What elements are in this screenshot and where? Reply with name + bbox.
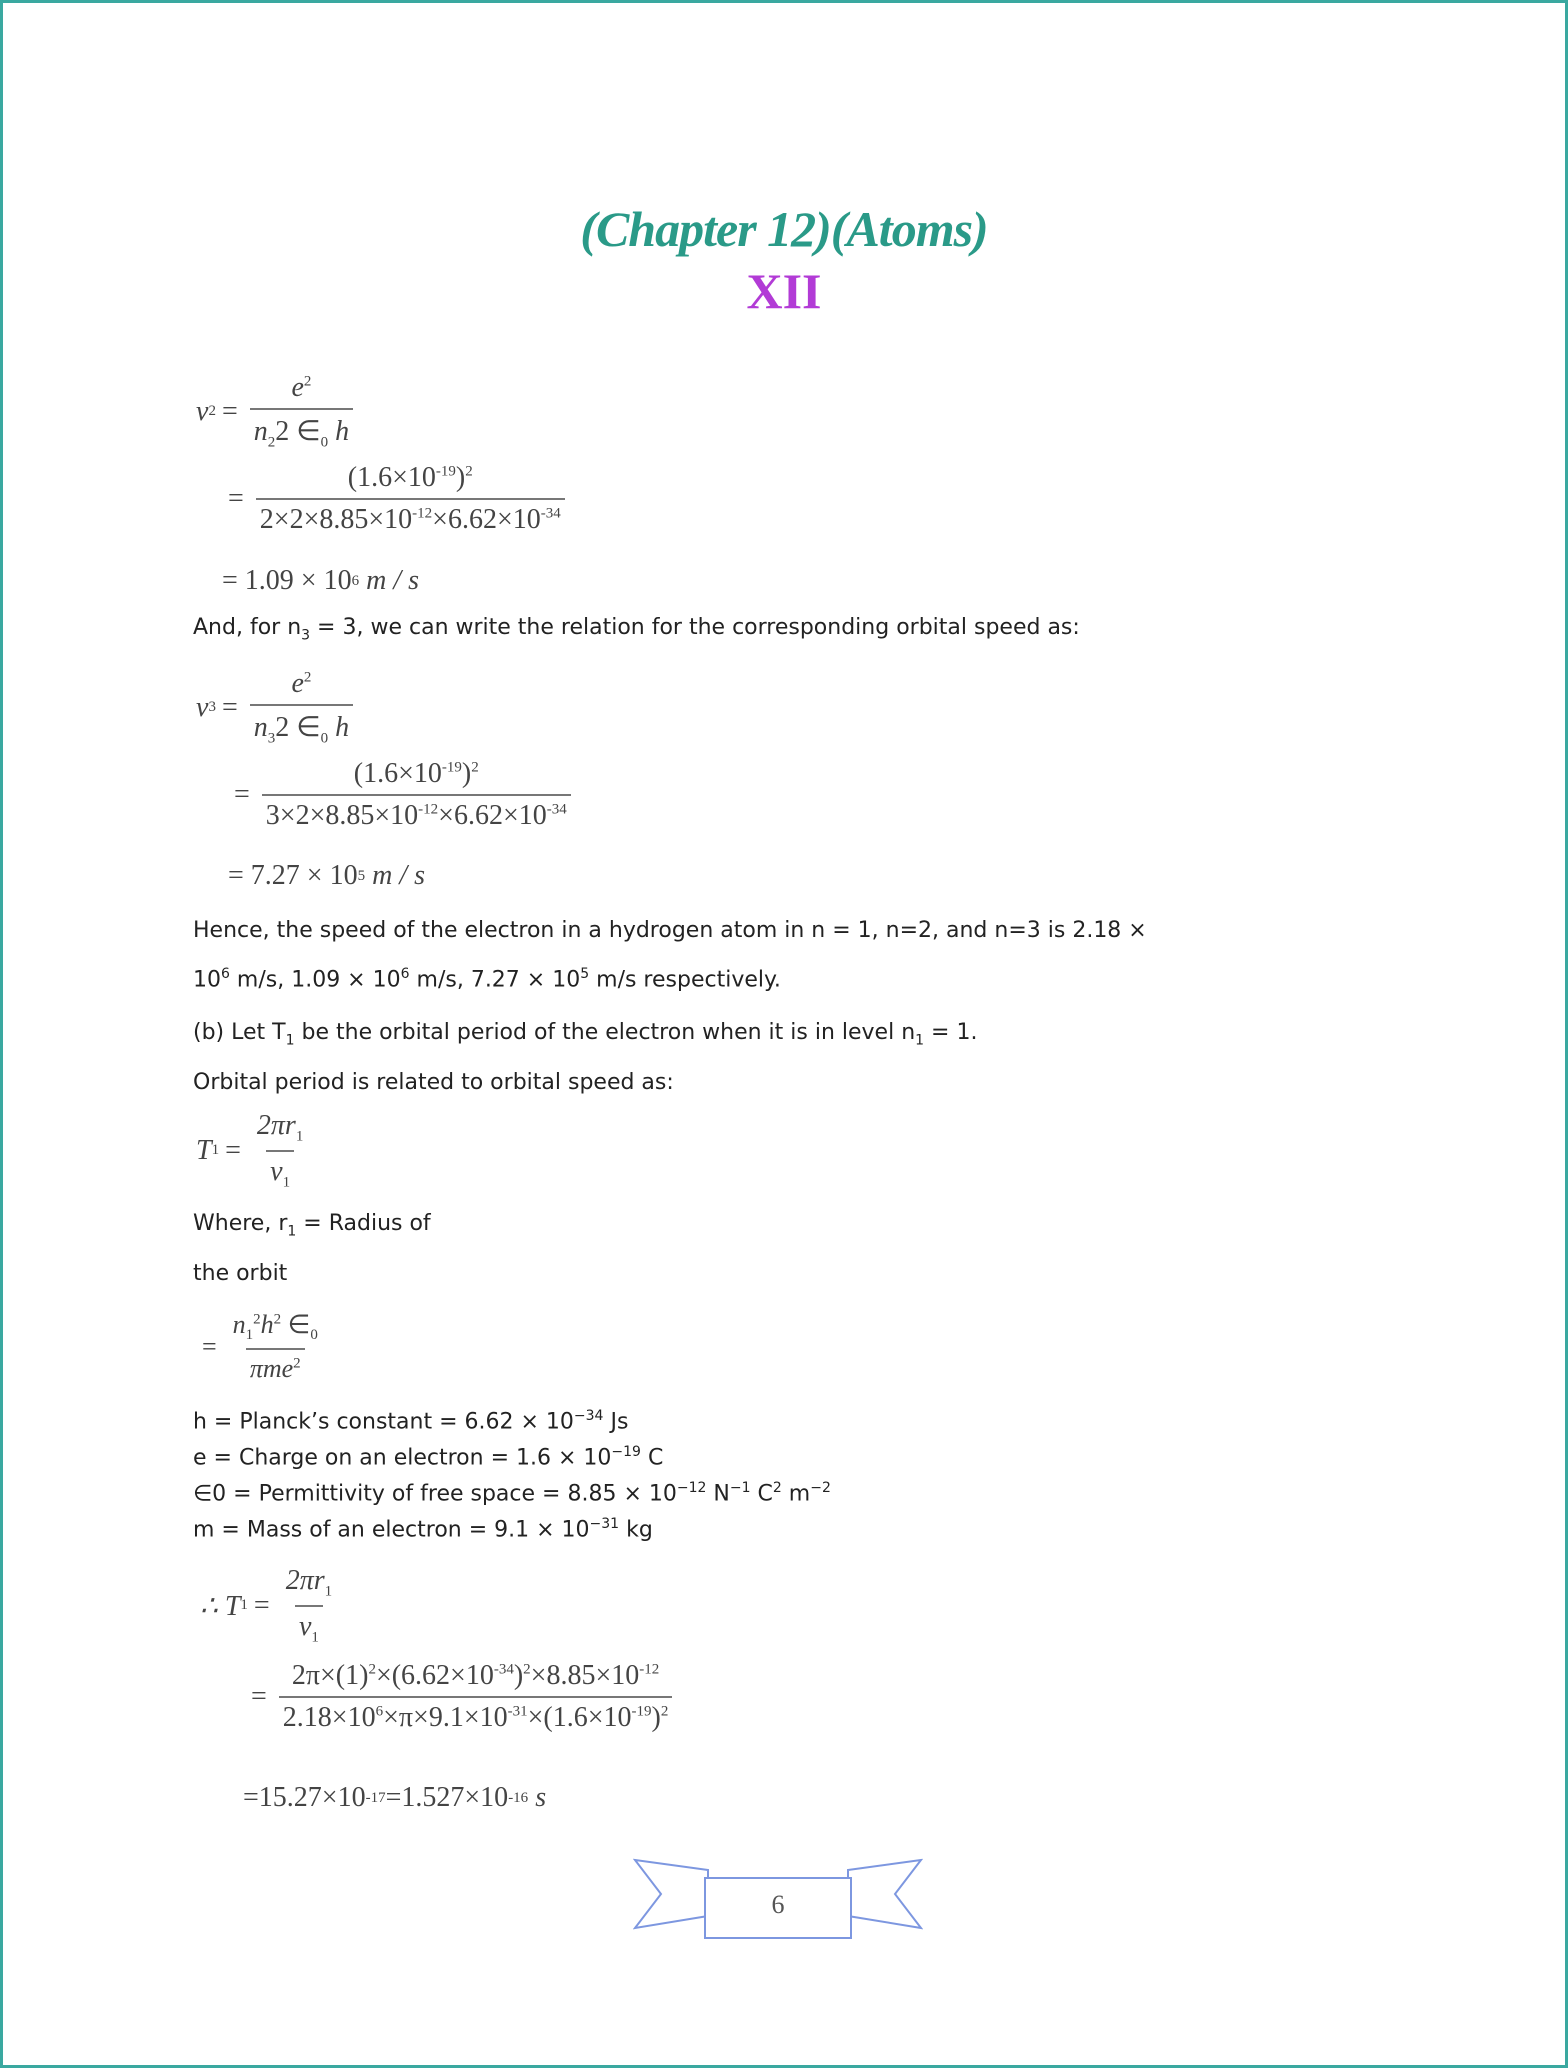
equation-t1-result: =15.27×10 -17 =1.527×10 -16 s xyxy=(243,1782,547,1813)
equation-t1-substitution: = $\frac{2\pi\times(1)^2\times(6.62\times 10^{-34})^2\times 8.85\times 10^{-12}}{2.18\times 10^6\times\pi\times 9.1\times 10^{-31}\times(1.6\times 10^{-19})^2}$ xyxy=(245,1660,678,1734)
where-radius: Where, $r_1$ = Radius of xyxy=(193,1211,431,1240)
equation-v3-step: = $\frac{(1.6\times 10^{-19})^2}{3\times 2\times 8.85\times 10^{-12}\times 6.62\times 10^{-34}}$ xyxy=(228,758,577,832)
paragraph-speeds-line2: $10^6$ m/s, $1.09 \times 10^6$ m/s, $7.27 \times 10^5$ m/s respectively. xyxy=(193,966,781,993)
page-number: 6 xyxy=(771,1890,785,1919)
class-label: XII xyxy=(746,263,822,319)
equation-t1: T 1 = $\frac{2\pi r_1}{v_1}$ xyxy=(196,1110,304,1191)
paragraph-orbital-period: Orbital period is related to orbital speed as: xyxy=(193,1070,674,1095)
constant-permittivity: ∈0 = Permittivity of free space = $8.85 \times 10^{-12}$ $N^{-1}$ $C^2$ $m^{-2}$ xyxy=(193,1480,831,1507)
equation-radius: = $\frac{n_1^2h^2 \in_0}{\pi me^2}$ xyxy=(202,1310,318,1384)
chapter-title: (Chapter 12)(Atoms) xyxy=(580,201,988,257)
constant-charge: e = Charge on an electron = $1.6 \times 10^{-19}$ C xyxy=(193,1444,664,1471)
paragraph-speeds-line1: Hence, the speed of the electron in a hydrogen atom in n = 1, n=2, and n=3 is 2.18 × xyxy=(193,918,1147,943)
equation-v2-result: = 1.09 × 10 6 m / s xyxy=(222,565,419,596)
equation-v3-result: = 7.27 × 10 5 m / s xyxy=(228,860,425,891)
equation-v2-step: = $\frac{(1.6\times 10^{-19})^2}{2\times 2\times 8.85\times 10^{-12}\times 6.62\times 10^{-34}}$ xyxy=(222,462,571,536)
constant-planck: h = Planck’s constant = $6.62 \times 10^{-34}$ Js xyxy=(193,1408,629,1435)
equation-t1-therefore: ∴ T 1 = $\frac{2\pi r_1}{v_1}$ xyxy=(200,1565,333,1646)
equation-v2: v 2 = $\frac{e^2}{n_22 \in_0 h}$ xyxy=(196,372,359,452)
constant-mass: m = Mass of an electron = $9.1 \times 10^{-31}$ kg xyxy=(193,1516,653,1543)
where-radius-line2: the orbit xyxy=(193,1261,288,1286)
equation-v3: v 3 = $\frac{e^2}{n_32 \in_0 h}$ xyxy=(196,668,359,748)
paragraph-n3: And, for $n_3 = 3$, we can write the relation for the corresponding orbital speed as: xyxy=(193,615,1080,644)
paragraph-part-b: (b) Let $T_1$ be the orbital period of the electron when it is in level $n_1 = 1$. xyxy=(193,1020,978,1049)
